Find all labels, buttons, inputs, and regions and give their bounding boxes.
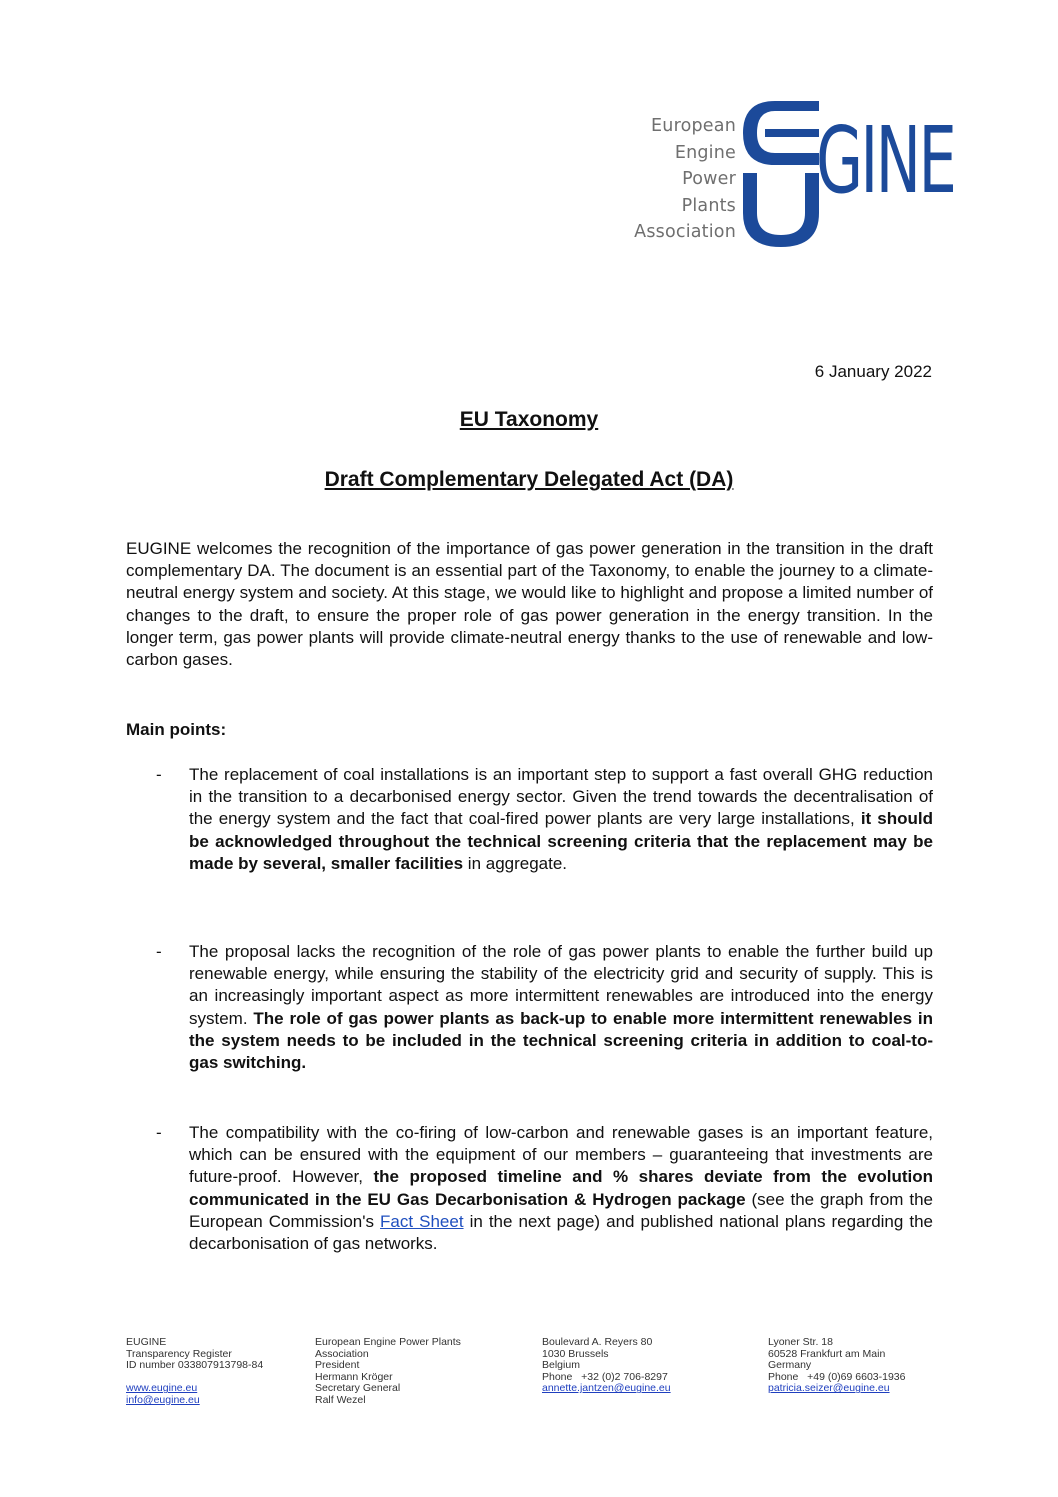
brussels-email-link[interactable]: annette.jantzen@eugine.eu: [542, 1382, 671, 1395]
point-text: [189, 1122, 933, 1255]
point-text-regular: The compatibility with the co-firing of low-carbon and renewable gases is an important feature, which can be ensured with the equipment of our members – guaranteeing that investments are future-proof. However,: [189, 1123, 933, 1187]
footer-line: 60528 Frankfurt am Main: [768, 1347, 886, 1360]
footer-line: European Engine Power Plants: [315, 1336, 461, 1348]
footer-column-registry: [126, 1337, 263, 1407]
logo-wordmark: [634, 113, 736, 246]
footer-column-association: [315, 1337, 461, 1407]
bullet-dash: -: [156, 942, 162, 961]
footer-line: Ralf Wezel: [315, 1393, 366, 1406]
main-point-1: [126, 764, 933, 875]
document-date: 6 January 2022: [814, 362, 932, 381]
footer-line: Phone +49 (0)69 6603-1936: [768, 1370, 906, 1383]
eu-mark-icon: [735, 95, 825, 247]
logo-word: Association: [634, 222, 736, 242]
point-text-regular: The replacement of coal installations is an important step to support a fast overall GHG reduction in the transition to a decarbonised energy sector. Given the trend towards the decentralisation of the energy system and the fact that coal-fired power plants are very large installations,: [189, 765, 933, 829]
frankfurt-email-link[interactable]: patricia.seizer@eugine.eu: [768, 1382, 890, 1395]
document-subtitle: Draft Complementary Delegated Act (DA): [324, 468, 734, 491]
footer-line: Phone +32 (0)2 706-8297: [542, 1370, 668, 1383]
footer-line: EUGINE: [126, 1336, 167, 1348]
website-link[interactable]: www.eugine.eu: [126, 1382, 198, 1395]
point-text-regular: The proposal lacks the recognition of the role of gas power plants to enable the further build up renewable energy, while ensuring the stability of the electricity grid and security of supply. This is an increasingly important aspect as more intermittent renewables are introduced into the energy system.: [189, 942, 933, 1028]
footer-line: Lyoner Str. 18: [768, 1336, 833, 1348]
point-text-regular: in aggregate.: [463, 853, 568, 873]
main-point-2: [126, 941, 933, 1074]
main-point-3: [126, 1122, 933, 1255]
intro-paragraph: EUGINE welcomes the recognition of the importance of gas power generation in the transition in the draft complementary DA. The document is an essential part of the Taxonomy, to enable the journey to a climate-neutral energy system and society. At this stage, we would like to highlight and propose a limited number of changes to the draft, to ensure the proper role of gas power generation in the energy transition. In the longer term, gas power plants will provide climate-neutral energy thanks to the use of renewable and low-carbon gases.: [126, 539, 933, 670]
footer-line: Association: [315, 1347, 369, 1360]
footer-line: Secretary General: [315, 1382, 401, 1395]
bullet-dash: -: [156, 765, 162, 784]
footer-line: Belgium: [542, 1359, 580, 1372]
footer-line: Transparency Register: [126, 1347, 232, 1360]
footer-line: 1030 Brussels: [542, 1347, 609, 1360]
bullet-dash: -: [156, 1123, 162, 1142]
main-points-heading: Main points:: [126, 720, 227, 739]
document-title: EU Taxonomy: [459, 408, 599, 431]
info-email-link[interactable]: info@eugine.eu: [126, 1393, 200, 1406]
logo-word: Plants: [681, 195, 736, 216]
point-text: [189, 764, 933, 875]
point-text: [189, 941, 933, 1074]
logo-brand-text: GINE: [816, 107, 955, 214]
footer-column-frankfurt: [768, 1337, 905, 1395]
footer-line: Germany: [768, 1359, 812, 1372]
footer-line: President: [315, 1359, 360, 1372]
point-text-regular: in the next page) and published national plans regarding the decarbonisation of gas networks.: [189, 1211, 933, 1254]
footer-line: Hermann Kröger: [315, 1370, 393, 1383]
point-text-bold: The role of gas power plants as back-up to enable more intermittent renewables in the system needs to be included in the technical screening criteria in addition to coal-to-gas switching.: [189, 1008, 933, 1073]
fact-sheet-link[interactable]: Fact Sheet: [380, 1211, 464, 1231]
footer-line: ID number 033807913798-84: [126, 1359, 264, 1372]
logo-word: European: [651, 116, 736, 136]
point-text-bold: it should be acknowledged throughout the technical screening criteria that the replacement may be made by several, smaller facilities: [189, 809, 933, 873]
logo-word: Engine: [674, 142, 736, 163]
footer-column-brussels: [542, 1337, 671, 1395]
point-text-regular: (see the graph from the European Commission's: [189, 1189, 933, 1231]
footer-line: Boulevard A. Reyers 80: [542, 1336, 653, 1348]
eugine-logo: [620, 95, 955, 250]
point-text-bold: the proposed timeline and % shares deviate from the evolution communicated in the EU Gas Decarbonisation & Hydrogen package: [189, 1167, 933, 1209]
logo-word: Power: [682, 169, 736, 189]
